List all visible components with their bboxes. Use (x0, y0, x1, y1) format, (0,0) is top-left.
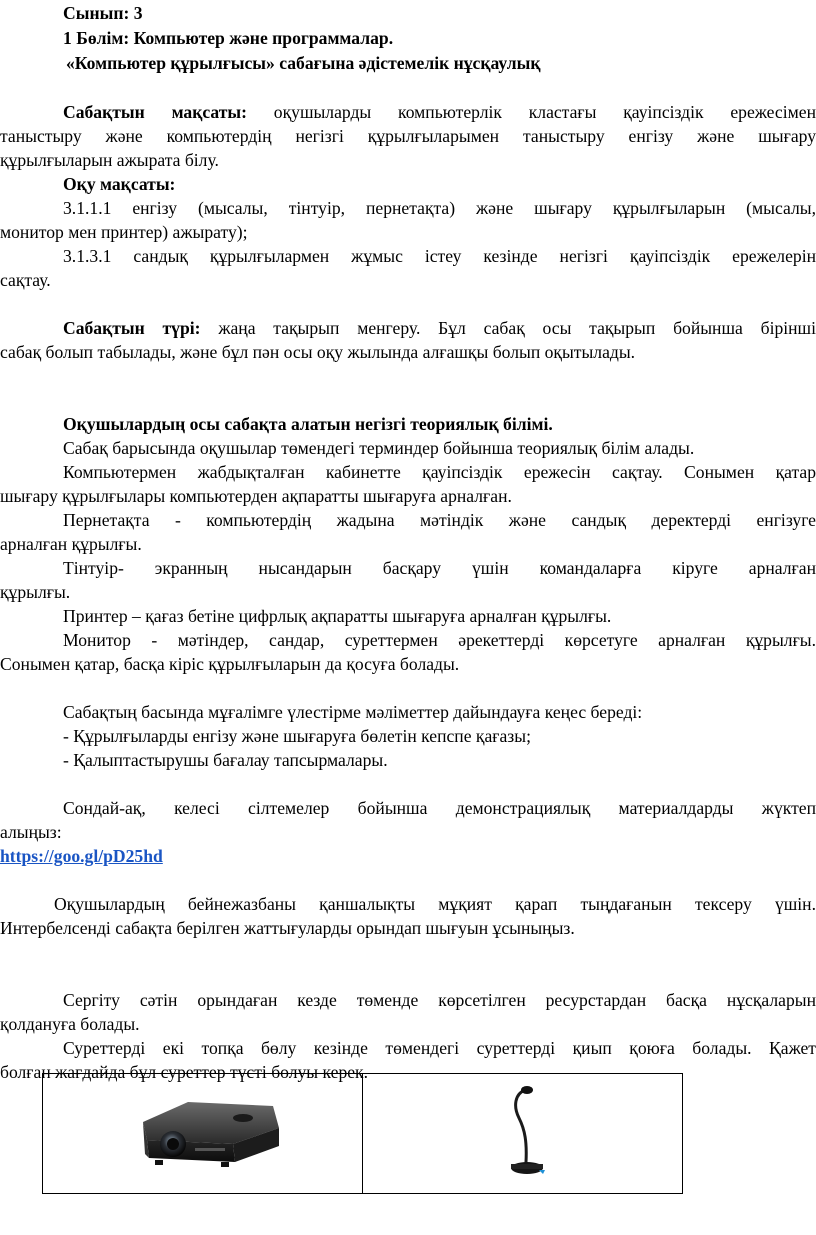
video-line-2: Интербелсенді сабақта берілген жаттығуларды орындап шығуын ұсыныңыз. (0, 918, 575, 938)
objective-2-line-1: 3.1.3.1 сандық құрылғылармен жұмыс істеу кезінде негізгі қауіпсіздік ережелерін (63, 246, 816, 266)
goal-line-1 (0, 101, 816, 124)
advice-item-1: - Құрылғыларды енгізу және шығаруға бөлетін кепспе қағазы; (63, 726, 531, 746)
refresh-line-2: қолдануға болады. (0, 1014, 140, 1034)
document-title: «Компьютер құрылғысы» сабағына әдістемелік нұсқаулық (66, 53, 541, 73)
learning-label: Оқу мақсаты: (63, 174, 176, 194)
image-cell-projector (43, 1074, 363, 1193)
keyboard-line-2: арналған құрылғы. (0, 534, 142, 554)
cut-line-2: болған жағдайда бұл суреттер түсті болуы керек. (0, 1062, 368, 1082)
mouse-line-1: Тінтуір- экранның нысандарын басқару үшін командаларға кіруге арналған (63, 558, 816, 578)
theory-intro: Сабақ барысында оқушылар төмендегі терминдер бойынша теориялық білім алады. (63, 438, 695, 458)
cut-line-1: Суреттерді екі топқа бөлу кезінде төмендегі суреттерді қиып қоюға болады. Қажет (63, 1038, 816, 1058)
video-line-1: Оқушылардың бейнежазбаны қаншалықты мұқият қарап тыңдағанын тексеру үшін. (54, 894, 816, 914)
section-line: 1 Бөлім: Компьютер және программалар. (63, 28, 394, 48)
type-line-2: сабақ болып табылады, және бұл пән осы оқу жылында алғашқы болып оқытылады. (0, 342, 636, 362)
objective-1-line-2: монитор мен принтер) ажырату); (0, 222, 248, 242)
monitor-line-1: Монитор - мәтіндер, сандар, суреттермен әрекеттерді көрсетуге арналған құрылғы. (63, 630, 816, 650)
demo-line-2: алыңыз: (0, 822, 62, 842)
objective-2-line-2: сақтау. (0, 270, 51, 290)
type-text-1: жаңа тақырып менгеру. Бұл сабақ осы тақырып бойынша бірінші (218, 318, 816, 338)
demo-link[interactable]: https://goo.gl/pD25hd (0, 846, 163, 866)
goal-label: Сабақтын мақсаты: (63, 102, 247, 122)
type-line-1 (0, 317, 816, 340)
type-label: Сабақтын түрі: (63, 318, 201, 338)
safety-line-1: Компьютермен жабдықталған кабинетте қауіпсіздік ережесін сақтау. Сонымен қатар (63, 462, 816, 482)
grade-line: Сынып: 3 (63, 3, 143, 23)
demo-link-line (0, 845, 816, 868)
theory-heading: Оқушылардың осы сабақта алатын негізгі теориялық білімі. (63, 414, 553, 434)
keyboard-line-1: Пернетақта - компьютердің жадына мәтіндік және сандық деректерді енгізуге (63, 510, 816, 530)
microphone-icon (503, 1082, 553, 1182)
objective-1-line-1: 3.1.1.1 енгізу (мысалы, тінтуір, пернетақта) және шығару құрылғыларын (мысалы, (63, 198, 816, 218)
mouse-line-2: құрылғы. (0, 582, 71, 602)
monitor-line-2: Сонымен қатар, басқа кіріс құрылғыларын да қосуға болады. (0, 654, 460, 674)
goal-line-2: таныстыру және компьютердің негізгі құрылғыларымен таныстыру енгізу және шығару (0, 126, 816, 146)
image-cell-microphone (363, 1074, 682, 1193)
advice-intro: Сабақтың басында мұғалімге үлестірме мәліметтер дайындауға кеңес береді: (63, 702, 643, 722)
safety-line-2: шығару құрылғылары компьютерден ақпаратты шығаруға арналған. (0, 486, 512, 506)
demo-line-1: Сондай-ақ, келесі сілтемелер бойынша демонстрациялық материалдарды жүктеп (63, 798, 816, 818)
advice-item-2: - Қалыптастырушы бағалау тапсырмалары. (63, 750, 388, 770)
printer-line: Принтер – қағаз бетіне цифрлық ақпаратты шығаруға арналған құрылғы. (63, 606, 612, 626)
projector-icon (133, 1092, 283, 1170)
goal-text-1: оқушыларды компьютерлік кластағы қауіпсіздік ережесімен (273, 102, 816, 122)
image-table (42, 1073, 683, 1194)
goal-line-3: құрылғыларын ажырата білу. (0, 150, 219, 170)
refresh-line-1: Сергіту сәтін орындаған кезде төменде көрсетілген ресурстардан басқа нұсқаларын (63, 990, 816, 1010)
